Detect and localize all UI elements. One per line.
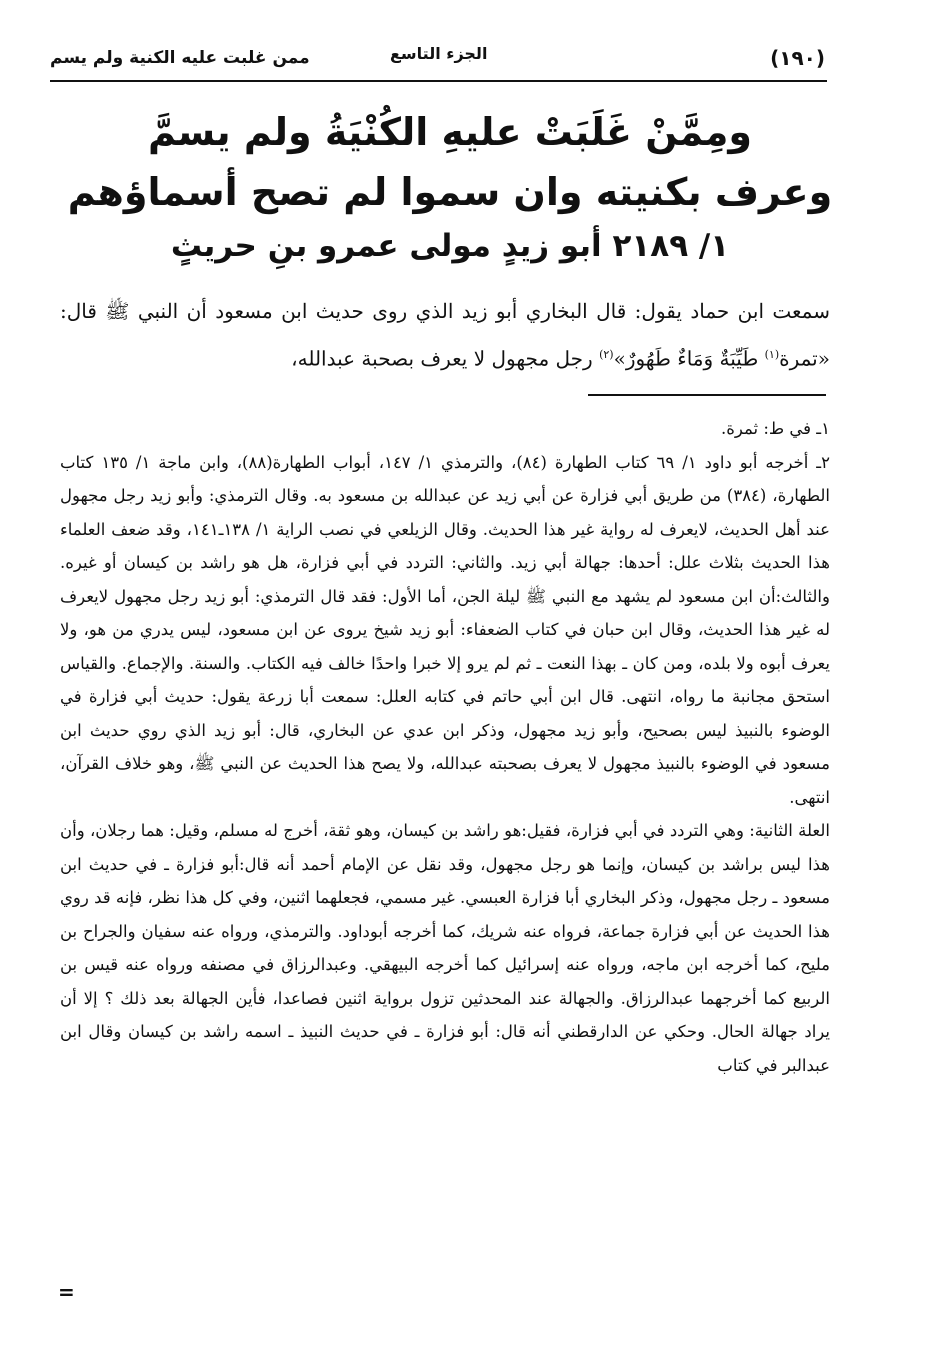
entry-heading: ١/ ٢١٨٩ أبو زيدٍ مولى عمرو بنِ حريثٍ <box>170 228 730 264</box>
continuation-mark: = <box>58 1280 75 1304</box>
entry-text-part: طَيِّبَةٌ وَمَاءٌ طَهُورٌ» <box>613 346 765 371</box>
footnote-1: ١ـ في ط: ثمرة. <box>720 419 830 438</box>
chapter-heading: ومِمَّنْ غَلَبَتْ عليهِ الكُنْيَةُ ولم يسمَّ <box>147 110 753 154</box>
volume-label: الجزء التاسع <box>390 44 488 63</box>
page-number: (١٩٠) <box>770 46 825 70</box>
running-header <box>50 40 825 80</box>
footnote-divider <box>588 394 826 396</box>
chapter-subheading: وعرف بكنيته وان سموا لم تصح أسماؤهم <box>67 170 833 214</box>
entry-text <box>60 290 830 381</box>
header-divider <box>50 80 827 82</box>
entry-text-part: رجل مجهول لا يعرف بصحبة عبدالله، <box>291 346 600 371</box>
footnote-2: ٢ـ أخرجه أبو داود ١/ ٦٩ كتاب الطهارة (٨٤)، والترمذي ١/ ١٤٧، أبواب الطهارة(٨٨)، وابن ماجة ١/ ١٣٥ كتاب الطهارة، (٣٨٤) من طريق أبي فزارة عن أبي زيد عن عبدالله بن مسعود به. وقال الترمذي: وأبو زيد رجل مجهول عند أهل الحديث، لايعرف له رواية غير هذا الحديث. وقال الزيلعي في نصب الراية ١/ ١٣٨ـ١٤١، وقد ضعف العلماء هذا الحديث بثلاث علل: أحدها: جهالة أبي زيد. والثاني: التردد في أبي فزارة، هل هو راشد بن كيسان أو غيره. والثالث:أن ابن مسعود لم يشهد مع النبي ﷺ ليلة الجن، أما الأول: فقد قال الترمذي: أبو زيد رجل مجهول لايعرف له غير هذا الحديث، وقال ابن حبان في كتاب الضعفاء: أبو زيد شيخ يروى عن ابن مسعود، ليس يدري من هو، ولا يعرف أبوه ولا بلده، ومن كان ـ بهذا النعت ـ ثم لم يرو إلا خبرا واحدًا خالف فيه الكتاب. والسنة. والإجماع. والقياس استحق مجانبة ما رواه، انتهى. قال ابن أبي حاتم في كتابه العلل: سمعت أبا زرعة يقول: حديث أبي فزارة في الوضوء بالنبيذ ليس بصحيح، وأبو زيد مجهول، وذكر ابن عدي عن البخاري، قال: أبو زيد الذي روي حديث ابن مسعود في الوضوء بالنبيذ مجهول لا يعرف بصحبته عبدالله، ولا يصح هذا الحديث عن النبي ﷺ، وهو خلاف القرآن، انتهى. <box>60 452 830 807</box>
entry-text-part: سمعت ابن حماد يقول: قال البخاري أبو زيد الذي روى حديث ابن مسعود أن النبي ﷺ قال: «تمرة <box>60 299 830 371</box>
footnote-ref[interactable]: (١) <box>764 348 780 361</box>
footnote-ref[interactable]: (٢) <box>599 348 614 361</box>
footnotes <box>60 412 830 1082</box>
running-title: ممن غلبت عليه الكنية ولم يسم <box>50 48 310 68</box>
footnote-2-continued: العلة الثانية: وهي التردد في أبي فزارة، فقيل:هو راشد بن كيسان، وهو ثقة، أخرج له مسلم، وقيل: هما رجلان، وأن هذا ليس براشد بن كيسان، وإنما هو رجل مجهول، وقد نقل عن الإمام أحمد أنه قال:أبو فزارة ـ في حديث ابن مسعود ـ رجل مجهول، وذكر البخاري أبا فزارة العبسي. غير مسمي، فجعلهما اثنين، وفي كل هذا نظر، فإنه قد روي هذا الحديث عن أبي فزارة جماعة، فرواه عنه شريك، كما أخرجه أبوداود. والترمذي، ورواه عنه سفيان والجراح بن مليح، كما أخرجه ابن ماجه، ورواه عنه إسرائيل كما أخرجه البيهقي. وعبدالرزاق في مصنفه ورواه عنه قيس بن الربيع كما أخرجهما عبدالرزاق. والجهالة عند المحدثين تزول برواية اثنين فصاعدا، فأين الجهالة بعد ذلك ؟ إلا أن يراد جهالة الحال. وحكي عن الدارقطني أنه قال: أبو فزارة ـ في حديث النبيذ ـ اسمه راشد بن كيسان وقال ابن عبدالبر في كتاب <box>60 821 830 1075</box>
